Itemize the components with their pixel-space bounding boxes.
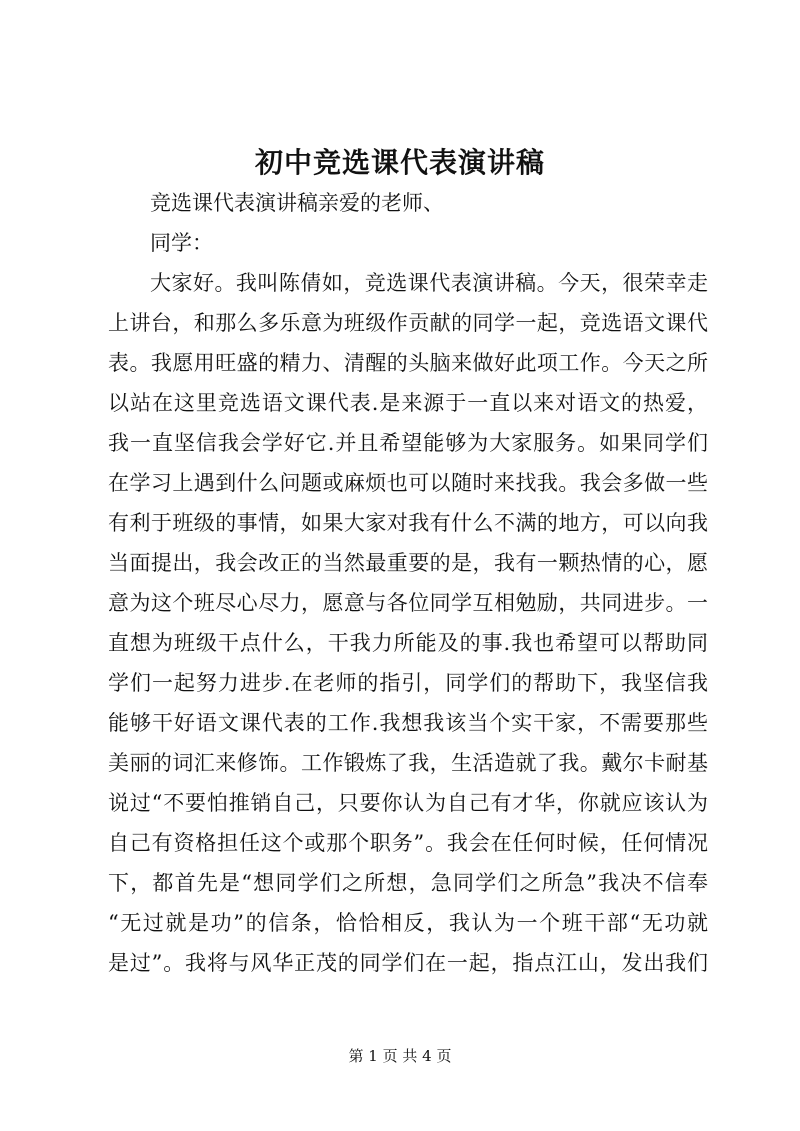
body-line: 能够干好语文课代表的工作.我想我该当个实干家，不需要那些 — [108, 711, 708, 735]
body-line: 下，都首先是“想同学们之所想，急同学们之所急”我决不信奉 — [108, 871, 708, 895]
body-line: “无过就是功”的信条，恰恰相反，我认为一个班干部“无功就 — [108, 911, 708, 935]
document-body — [108, 183, 708, 983]
body-line: 以站在这里竞选语文课代表.是来源于一直以来对语文的热爱， — [108, 391, 708, 415]
body-line: 在学习上遇到什么问题或麻烦也可以随时来找我。我会多做一些 — [108, 471, 708, 495]
body-line: 直想为班级干点什么，干我力所能及的事.我也希望可以帮助同 — [108, 631, 708, 655]
body-line: 意为这个班尽心尽力，愿意与各位同学互相勉励，共同进步。一 — [108, 591, 708, 615]
page-footer: 第 1 页 共 4 页 — [348, 1047, 452, 1065]
body-line: 有利于班级的事情，如果大家对我有什么不满的地方，可以向我 — [108, 511, 708, 535]
document-title: 初中竞选课代表演讲稿 — [254, 146, 545, 179]
body-line: 表。我愿用旺盛的精力、清醒的头脑来做好此项工作。今天之所 — [108, 351, 708, 375]
body-line: 自己有资格担任这个或那个职务”。我会在任何时候，任何情况 — [108, 831, 708, 855]
body-line: 美丽的词汇来修饰。工作锻炼了我，生活造就了我。戴尔卡耐基 — [108, 751, 708, 775]
body-line: 说过“不要怕推销自己，只要你认为自己有才华，你就应该认为 — [108, 791, 708, 815]
body-line: 学们一起努力进步.在老师的指引，同学们的帮助下，我坚信我 — [108, 671, 708, 695]
body-line: 当面提出，我会改正的当然最重要的是，我有一颗热情的心，愿 — [108, 551, 708, 575]
body-line: 同学： — [150, 231, 213, 255]
body-line: 竞选课代表演讲稿亲爱的老师、 — [150, 191, 444, 215]
body-line: 是过”。我将与风华正茂的同学们在一起，指点江山，发出我们 — [108, 951, 708, 975]
body-line: 上讲台，和那么多乐意为班级作贡献的同学一起，竞选语文课代 — [108, 311, 708, 335]
body-line: 大家好。我叫陈倩如，竞选课代表演讲稿。今天，很荣幸走 — [150, 271, 708, 295]
body-line: 我一直坚信我会学好它.并且希望能够为大家服务。如果同学们 — [108, 431, 708, 455]
